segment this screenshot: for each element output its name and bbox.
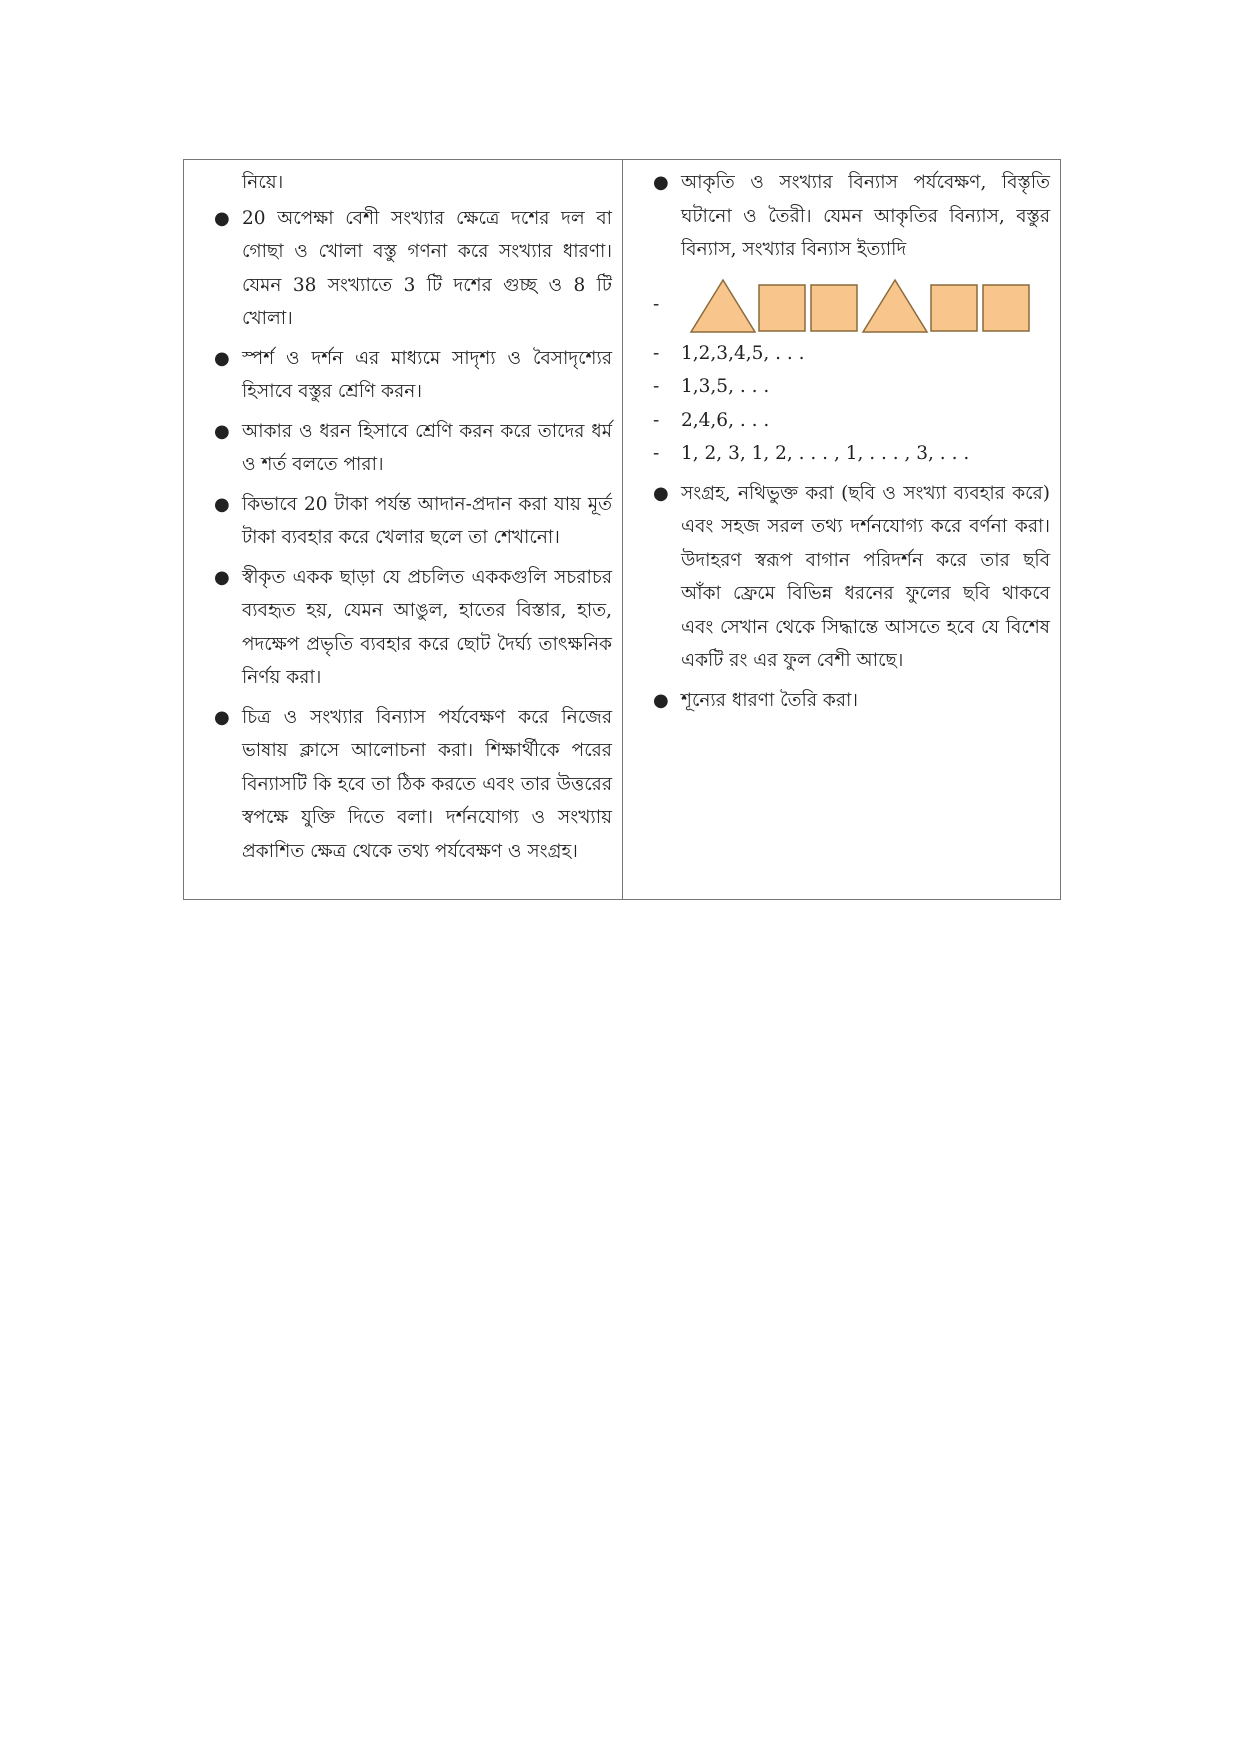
triangle-shape bbox=[691, 280, 755, 332]
sequence-item bbox=[653, 337, 1050, 371]
bullet-icon: ● bbox=[214, 420, 230, 442]
list-item-text: স্পর্শ ও দর্শন এর মাধ্যমে সাদৃশ্য ও বৈসাদৃশ্যের হিসাবে বস্তুর শ্রেণি করন। bbox=[242, 347, 612, 402]
list-item bbox=[214, 561, 612, 695]
list-item bbox=[653, 684, 1050, 718]
list-item-text: সংগ্রহ, নথিভুক্ত করা (ছবি ও সংখ্যা ব্যবহার করে) এবং সহজ সরল তথ্য দর্শনযোগ্য করে বর্ণনা করা। উদাহরণ স্বরূপ বাগান পরিদর্শন করে তার ছবি আঁকা ফ্রেমে বিভিন্ন ধরনের ফুলের ছবি থাকবে এবং সেখান থেকে সিদ্ধান্তে আসতে হবে যে বিশেষ একটি রং এর ফুল বেশী আছে। bbox=[681, 482, 1050, 671]
sequence-text: 1,3,5, . . . bbox=[681, 376, 770, 397]
bullet-icon: ● bbox=[214, 493, 230, 515]
dash-mark: - bbox=[653, 409, 660, 431]
sequence-text: 1,2,3,4,5, . . . bbox=[681, 342, 805, 364]
square-shape bbox=[759, 285, 805, 331]
list-item bbox=[214, 701, 612, 869]
shape-pattern-row bbox=[653, 273, 1050, 337]
list-item-text: চিত্র ও সংখ্যার বিন্যাস পর্যবেক্ষণ করে নিজের ভাষায় ক্লাসে আলোচনা করা। শিক্ষার্থীকে পরের বিন্যাসটি কি হবে তা ঠিক করতে এবং তার উত্তরের স্বপক্ষে যুক্তি দিতে বলা। দর্শনযোগ্য ও সংখ্যায় প্রকাশিত ক্ষেত্র থেকে তথ্য পর্যবেক্ষণ ও সংগ্রহ। bbox=[242, 706, 612, 862]
dash-mark: - bbox=[653, 376, 660, 397]
right-column bbox=[623, 160, 1060, 899]
left-column bbox=[184, 160, 623, 899]
list-item-text: কিভাবে 20 টাকা পর্যন্ত আদান-প্রদান করা যায় মূর্ত টাকা ব্যবহার করে খেলার ছলে তা শেখানো। bbox=[242, 493, 612, 548]
list-item bbox=[214, 202, 612, 336]
left-continuation-text: নিয়ে। bbox=[242, 172, 284, 193]
sequence-text: 1, 2, 3, 1, 2, . . . , 1, . . . , 3, . . . bbox=[681, 443, 970, 464]
sequence-item bbox=[653, 437, 1050, 471]
shape-pattern-figure bbox=[689, 277, 1041, 335]
list-item-text: আকৃতি ও সংখ্যার বিন্যাস পর্যবেক্ষণ, বিস্তৃতি ঘটানো ও তৈরী। যেমন আকৃতির বিন্যাস, বস্তুর বিন্যাস, সংখ্যার বিন্যাস ইত্যাদি bbox=[681, 172, 1050, 260]
sequence-item bbox=[653, 370, 1050, 404]
bullet-icon: ● bbox=[214, 706, 230, 728]
dash-mark: - bbox=[653, 443, 660, 464]
square-shape bbox=[983, 285, 1029, 331]
bullet-icon: ● bbox=[214, 207, 230, 229]
bullet-icon: ● bbox=[653, 689, 669, 711]
bullet-icon: ● bbox=[214, 347, 230, 369]
sequence-item bbox=[653, 404, 1050, 438]
list-item bbox=[653, 477, 1050, 678]
bullet-icon: ● bbox=[214, 566, 230, 588]
list-item bbox=[653, 166, 1050, 267]
sequence-text: 2,4,6, . . . bbox=[681, 409, 770, 431]
square-shape bbox=[931, 285, 977, 331]
triangle-shape bbox=[863, 280, 927, 332]
square-shape bbox=[811, 285, 857, 331]
list-item bbox=[214, 488, 612, 555]
dash-mark: - bbox=[653, 293, 660, 315]
bullet-icon: ● bbox=[653, 482, 669, 504]
bullet-icon: ● bbox=[653, 172, 669, 193]
list-item bbox=[214, 415, 612, 482]
list-item-text: আকার ও ধরন হিসাবে শ্রেণি করন করে তাদের ধর্ম ও শর্ত বলতে পারা। bbox=[242, 420, 612, 475]
list-item-text: 20 অপেক্ষা বেশী সংখ্যার ক্ষেত্রে দশের দল বা গোছা ও খোলা বস্তু গণনা করে সংখ্যার ধারণা। যেমন 38 সংখ্যাতে 3 টি দশের গুচ্ছ ও 8 টি খোলা। bbox=[242, 207, 612, 329]
list-item bbox=[214, 342, 612, 409]
dash-mark: - bbox=[653, 342, 660, 364]
list-item-text: স্বীকৃত একক ছাড়া যে প্রচলিত এককগুলি সচরাচর ব্যবহৃত হয়, যেমন আঙুল, হাতের বিস্তার, হাত, পদক্ষেপ প্রভৃতি ব্যবহার করে ছোট দৈর্ঘ্য তাৎক্ষনিক নির্ণয় করা। bbox=[242, 566, 612, 688]
curriculum-table bbox=[183, 159, 1061, 900]
list-item-text: শূন্যের ধারণা তৈরি করা। bbox=[681, 689, 858, 711]
